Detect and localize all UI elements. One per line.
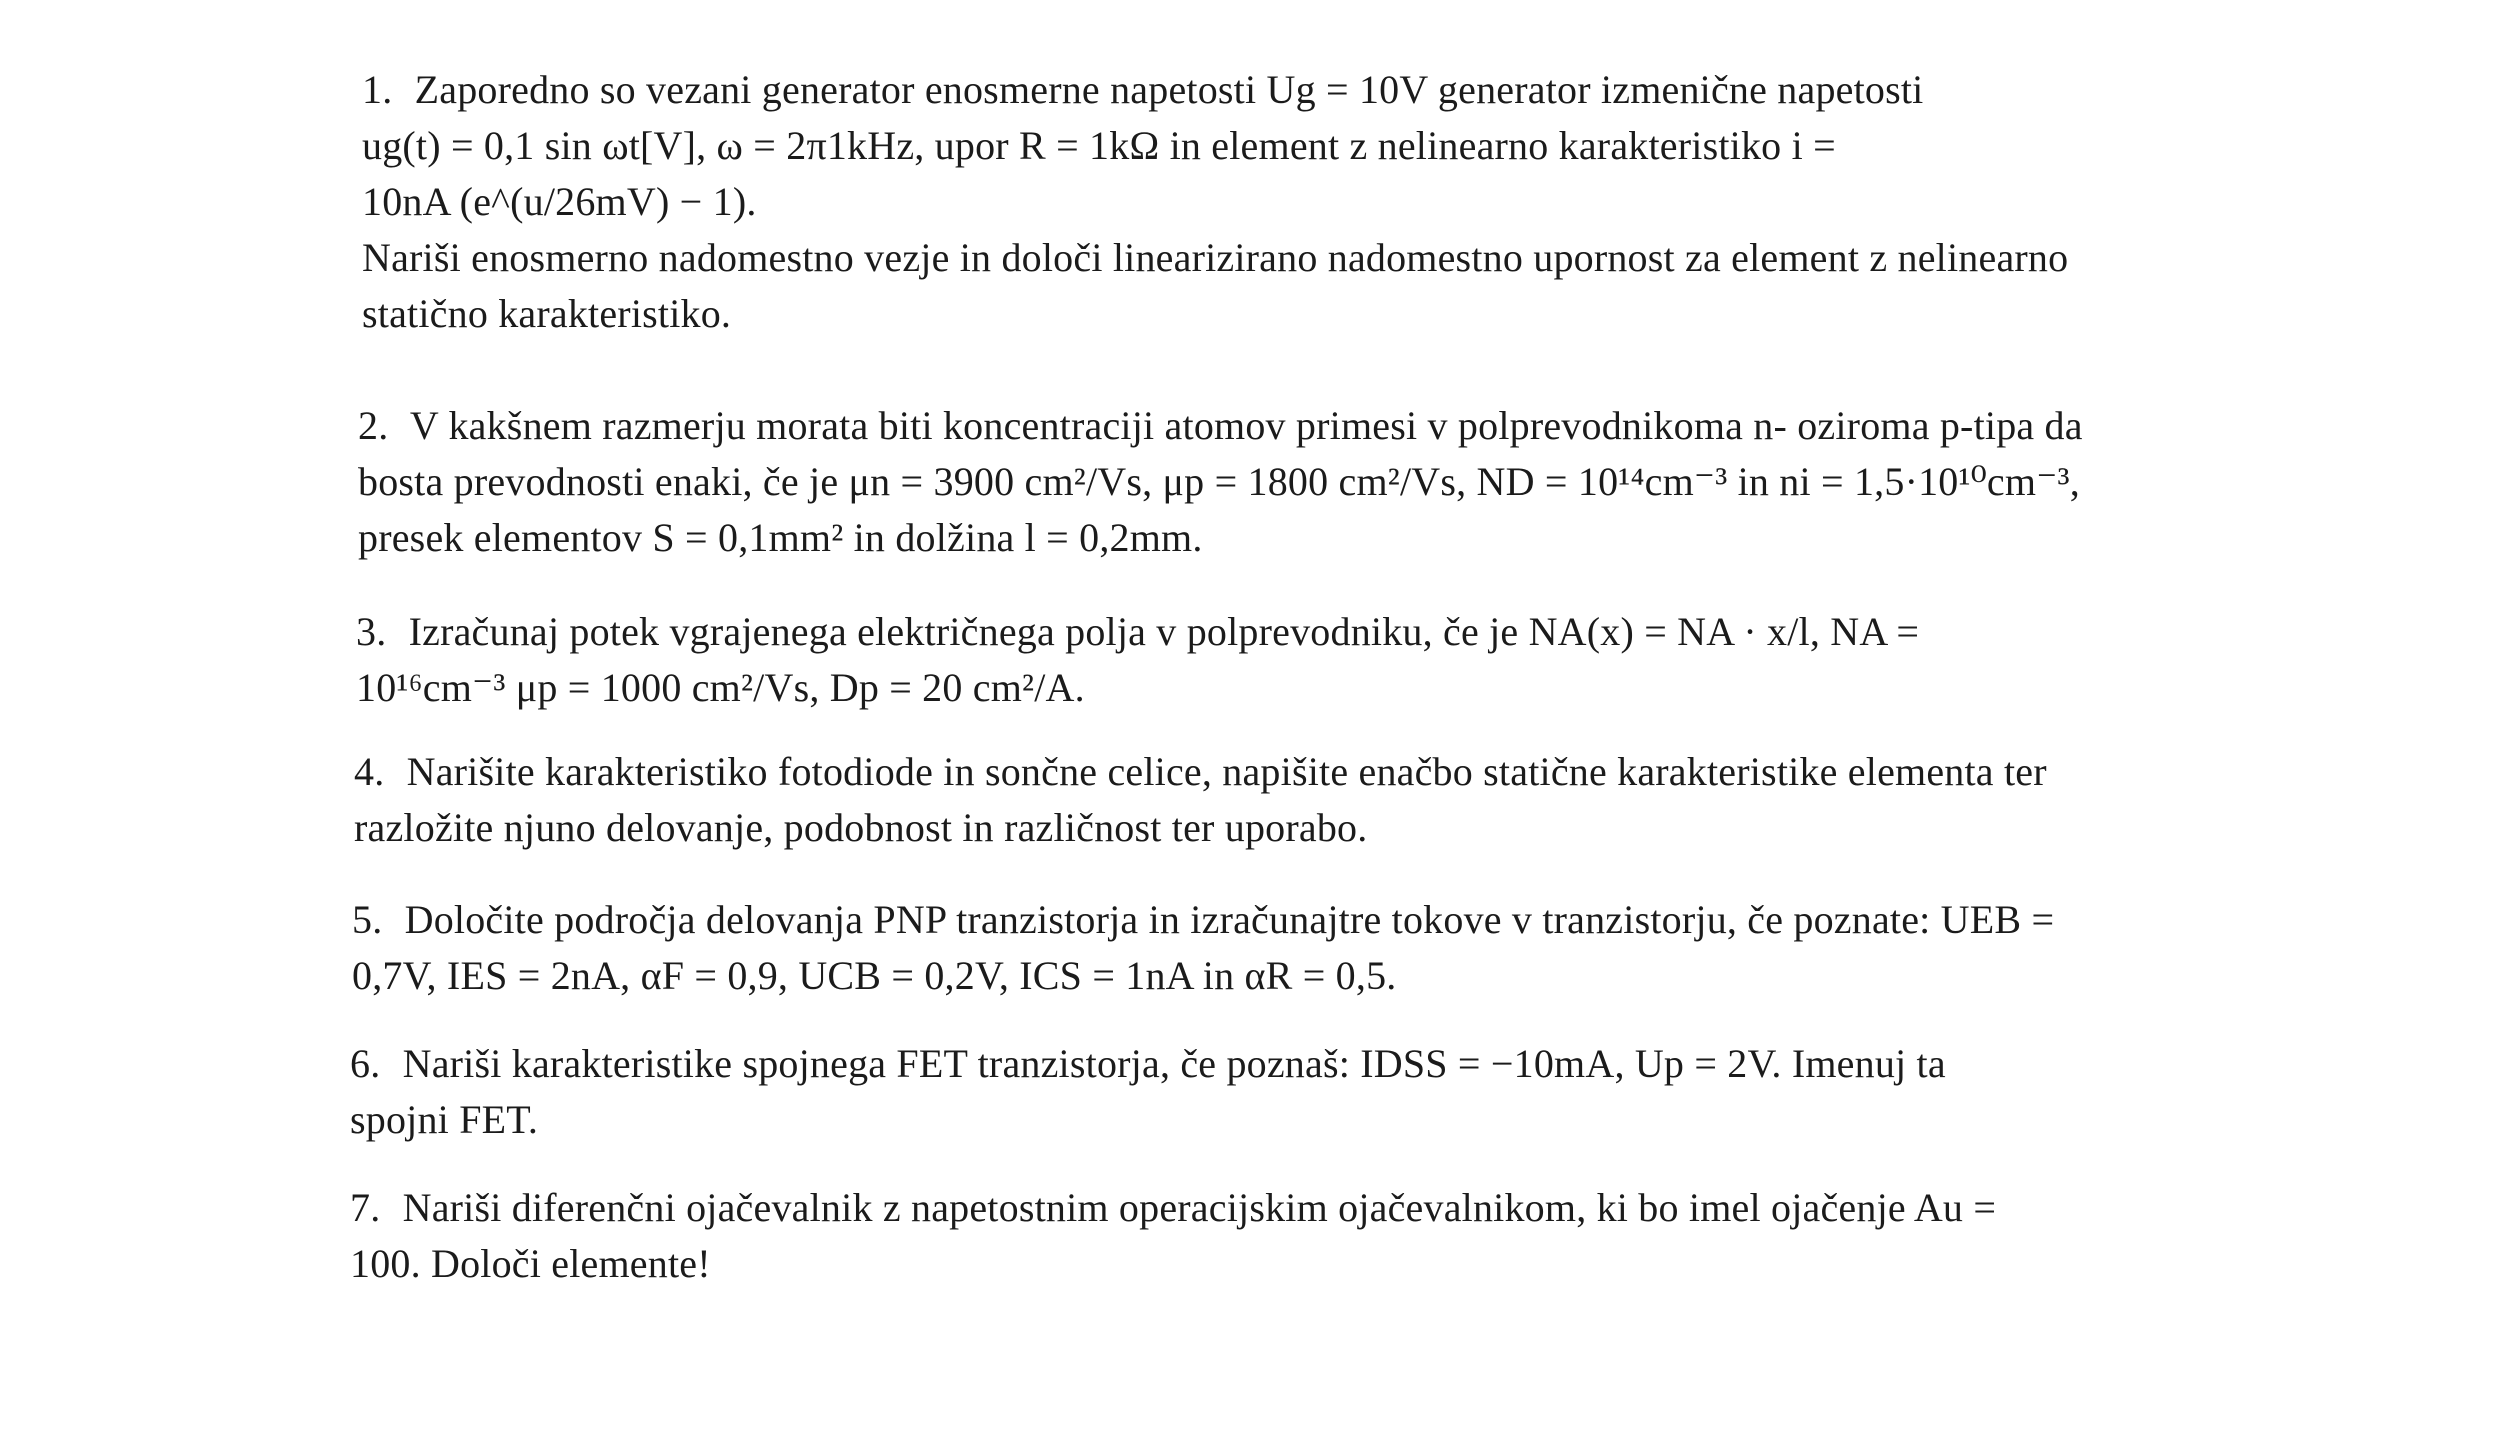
problem-3	[356, 604, 2266, 716]
problem-4-text-1: Narišite karakteristiko fotodiode in sončne celice, napišite enačbo statične karakteristike elementa ter	[406, 749, 2047, 794]
problem-6-line-2: spojni FET.	[350, 1097, 539, 1142]
problem-5-line-2: 0,7V, IES = 2nA, αF = 0,9, UCB = 0,2V, ICS = 1nA in αR = 0,5.	[352, 953, 1397, 998]
problem-1-line-4: Nariši enosmerno nadomestno vezje in določi linearizirano nadomestno upornost za element z nelinearno	[362, 235, 2069, 280]
problem-3-line-1	[356, 604, 2266, 660]
problem-2-line-3: presek elementov S = 0,1mm² in dolžina l = 0,2mm.	[358, 515, 1203, 560]
problem-7-line-1	[350, 1180, 2260, 1236]
problem-5	[352, 892, 2262, 1004]
problem-2-line-2: bosta prevodnosti enaki, če je μn = 3900 cm²/Vs, μp = 1800 cm²/Vs, ND = 10¹⁴cm⁻³ in ni = 1,5·10¹⁰cm⁻³,	[358, 459, 2080, 504]
problem-4-number: 4.	[354, 749, 385, 794]
problem-1-text-1: Zaporedno so vezani generator enosmerne napetosti Ug = 10V generator izmenične napetosti	[414, 67, 1924, 112]
problem-7	[350, 1180, 2260, 1292]
problem-6-number: 6.	[350, 1041, 381, 1086]
problem-5-number: 5.	[352, 897, 383, 942]
problem-1-line-2: ug(t) = 0,1 sin ωt[V], ω = 2π1kHz, upor R = 1kΩ in element z nelinearno karakteristiko i =	[362, 123, 1836, 168]
problem-6	[350, 1036, 2260, 1148]
problem-3-line-2: 10¹⁶cm⁻³ μp = 1000 cm²/Vs, Dp = 20 cm²/A.	[356, 665, 1085, 710]
problem-2-number: 2.	[358, 403, 389, 448]
problem-1-line-1	[362, 62, 2262, 118]
problem-2-text-1: V kakšnem razmerju morata biti koncentraciji atomov primesi v polprevodnikoma n- oziroma p-tipa da	[409, 403, 2083, 448]
problem-7-line-2: 100. Določi elemente!	[350, 1241, 711, 1286]
problem-7-text-1: Nariši diferenčni ojačevalnik z napetostnim operacijskim ojačevalnikom, ki bo imel ojačenje Au =	[402, 1185, 1997, 1230]
problem-1-line-5: statično karakteristiko.	[362, 291, 732, 336]
problem-1	[362, 62, 2262, 342]
problem-1-line-3: 10nA (e^(u/26mV) − 1).	[362, 179, 757, 224]
problem-3-number: 3.	[356, 609, 387, 654]
problem-5-line-1	[352, 892, 2262, 948]
problem-2-line-1	[358, 398, 2268, 454]
problem-2	[358, 398, 2268, 566]
problem-5-text-1: Določite področja delovanja PNP tranzistorja in izračunajtre tokove v tranzistorju, če poznate: UEB =	[404, 897, 2055, 942]
problem-6-line-1	[350, 1036, 2260, 1092]
problem-4-line-2: razložite njuno delovanje, podobnost in različnost ter uporabo.	[354, 805, 1368, 850]
problem-6-text-1: Nariši karakteristike spojnega FET tranzistorja, če poznaš: IDSS = −10mA, Up = 2V. Imenuj ta	[402, 1041, 1946, 1086]
problem-4-line-1	[354, 744, 2264, 800]
problem-1-number: 1.	[362, 67, 393, 112]
problem-4	[354, 744, 2264, 856]
problem-7-number: 7.	[350, 1185, 381, 1230]
problem-3-text-1: Izračunaj potek vgrajenega električnega polja v polprevodniku, če je NA(x) = NA · x/l, NA =	[408, 609, 1920, 654]
